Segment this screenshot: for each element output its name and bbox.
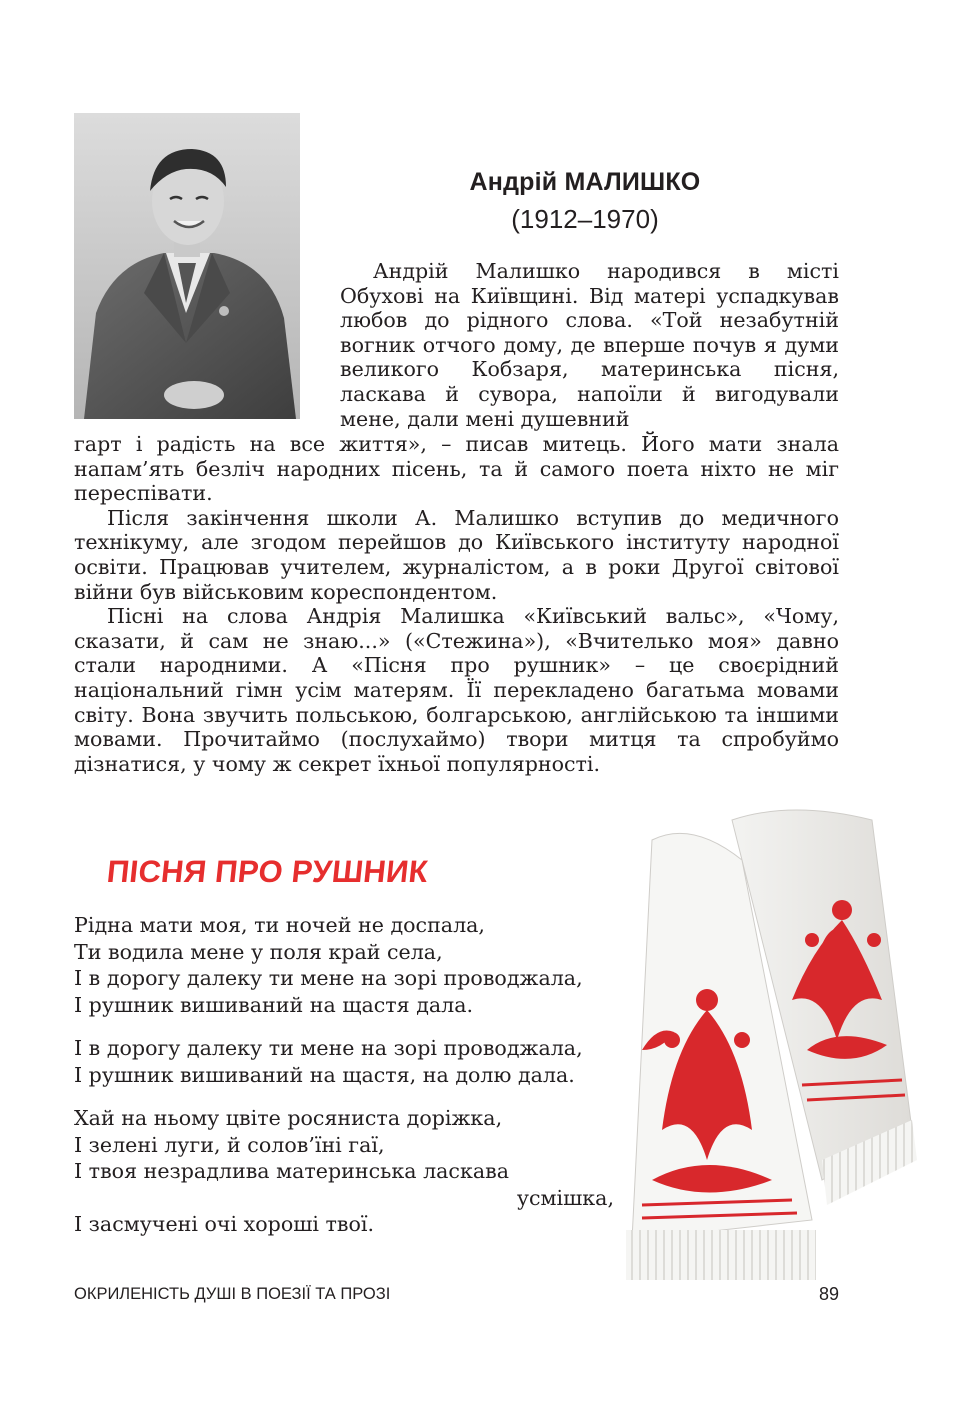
poem-line: Рідна мати моя, ти ночей не доспала, <box>74 913 485 937</box>
page-number: 89 <box>818 1284 839 1304</box>
bio-intro-block <box>340 259 839 431</box>
bio-full-block <box>74 432 839 776</box>
poem-text <box>74 912 614 1255</box>
poem-line-wrapped: усмішка, <box>516 1185 614 1210</box>
poem-stanza-1 <box>74 912 614 1018</box>
bio-intro-continuation: гарт і радість на все життя», – писав митець. Його мати знала напам’ять безліч народних пісень, та й самого поета ніхто не міг переспівати. <box>74 432 839 506</box>
poem-title: ПІСНЯ ПРО РУШНИК <box>105 854 430 889</box>
poem-line: І зелені луги, й солов’їні гаї, <box>74 1132 385 1157</box>
bio-paragraph-songs: Пісні на слова Андрія Малишка «Київський вальс», «Чому, сказати, й сам не знаю...» («Стежина»), «Вчителько моя» давно стали народними. А «Пісня про рушник» – це своєрідний національний гімн усім матерям. Її перекладено багатьма мовами світу. Вона звучить польською, болгарською, англійською та іншими мовами. Прочитаймо (послухаймо) твори митця та спробуймо дізнатися, у чому ж секрет їхньої популярності. <box>74 604 839 776</box>
poem-line: І рушник вишиваний на щастя, на долю дала. <box>74 1062 575 1087</box>
footer-section-title: ОКРИЛЕНІСТЬ ДУШІ В ПОЕЗІЇ ТА ПРОЗІ <box>74 1285 391 1303</box>
poem-line: І рушник вишиваний на щастя дала. <box>74 992 474 1017</box>
author-portrait-photo <box>74 113 300 419</box>
poem-line: І твоя незрадлива материнська ласкава <box>74 1159 509 1183</box>
bio-paragraph-education: Після закінчення школи А. Малишко вступив до медичного технікуму, але згодом перейшов до Київського інституту народної освіти. Працював учителем, журналістом, а в роки Другої світової війни був військовим кореспондентом. <box>74 505 839 604</box>
author-years: (1912–1970) <box>511 204 659 234</box>
poem-line: І в дорогу далеку ти мене на зорі проводжала, <box>74 1036 583 1060</box>
poem-stanza-2 <box>74 1035 614 1088</box>
poem-stanza-3 <box>74 1105 614 1238</box>
poem-line: І в дорогу далеку ти мене на зорі проводжала, <box>74 966 583 990</box>
poem-line: Хай на ньому цвіте росяниста доріжка, <box>74 1106 503 1130</box>
author-name: Андрій МАЛИШКО <box>469 168 701 196</box>
bio-intro-paragraph: Андрій Малишко народився в місті Обухові на Київщині. Від матері успадкував любов до рідного слова. «Той незабутній вогник отчого дому, де вперше почув я думи великого Кобзаря, материнська пісня, ласкава й сувора, напоїли й вигодували мене, дали мені душевний <box>340 259 839 431</box>
poem-line: І засмучені очі хороші твої. <box>74 1212 375 1236</box>
poem-line: Ти водила мене у поля край села, <box>74 939 443 964</box>
embroidered-towel-image <box>612 800 922 1300</box>
